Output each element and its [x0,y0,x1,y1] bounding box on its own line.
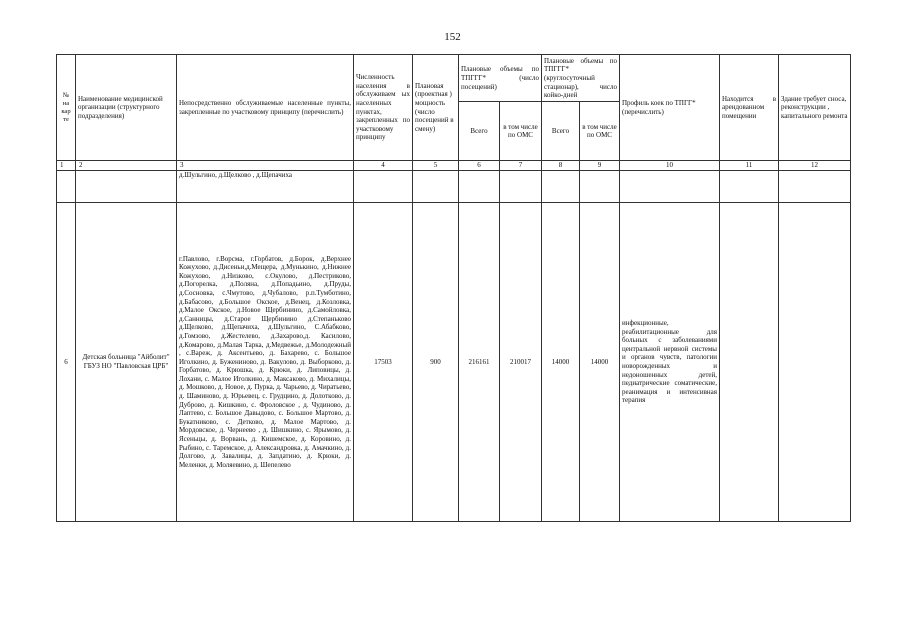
row-beds-oms: 14000 [580,203,620,522]
col-num-5: 5 [413,161,459,171]
facilities-table [56,54,851,522]
row-visits-oms: 210017 [500,203,542,522]
facility-row [57,203,851,522]
row-capacity: 900 [413,203,459,522]
col-num-8: 8 [542,161,580,171]
col-num-10: 10 [620,161,720,171]
col-num-6: 6 [459,161,500,171]
row-rented [720,203,779,522]
column-numbers-row [57,161,851,171]
header-visits-oms: в том числе по ОМС [500,102,542,161]
col-num-1: 1 [57,161,76,171]
col-num-11: 11 [720,161,779,171]
row-org-name: Детская больница "Айболит" ГБУЗ НО "Павловская ЦРБ" [76,203,177,522]
header-localities: Непосредственно обслуживаемые населенные пункты, закрепленные по участковому принципу (перечислить) [177,55,354,161]
header-visits-total: Всего [459,102,500,161]
col-num-4: 4 [354,161,413,171]
header-planned-capacity: Плановая (проектная ) мощность (число посещений в смену) [413,55,459,161]
row-bed-profile: инфекционные, реабилитационные для больных с заболеваниями центральной нервной системы и органов чувств, патологии новорожденных и недоношенных детей, педиатрические соматические, реанимация и интенсивная терапия [620,203,720,522]
row-population: 17503 [354,203,413,522]
header-beds-oms: в том числе по ОМС [580,102,620,161]
header-org-name: Наименование медицинской организации (структурного подразделения) [76,55,177,161]
row-localities: г.Павлово, г.Ворсма, г.Горбатов, д.Борок, д.Верхнее Кожухово, д.Дисеньи,д.Мещера, д.Мунькино, д.Нижнее Кожухово, д.Низково, с.Окулово, д.Пестриково, д.Погорелка, д.Поляна, д.Попадьино, д.Пруды, д.Сосновка, с.Чмутово, д.Чубалово, р.п.Тумботино, д.Бабасово, д.Большое Окское, д.Венец, д.Козловка, д.Малое Окское, д.Новое Щербинино, д.Самойловка, д.Санницы, д.Старое Щербинино д.Степаньково д.Щелково, д.Щепачиха, д.Шульгино, С.Абабково, д.Гомзово, д.Жестелево, д.Захарово,д. Касилово, д.Комарово, д.Малая Тарка, д.Медвежье, д.Молодежный , с.Вареж, д. Аксентьево, д. Бахарево, с. Большое Иголкино, д. Бужениново, д. Вакулово, д. Выборково, д. Горбатово, д. Крюшка, д. Крюки, д. Липовицы, д. Лохани, с. Малое Иголкино, д. Максаково, д. Михалицы, д. Мошково, д. Новое, д. Пурка, д. Чарьево, д. Чиратьево, д. Шаминово, д. Юрьевец, с. Грудцино, д. Долотково, д. Дуброво, д. Кишкино, с. Фроловское , д. Чудиново, д. Лаптево, с. Большое Давыдово, с. Большое Мартово, д. Букатниково, с. Детково, д. Малое Мартово, д. Мордовское, д. Чернеево , д. Шишкино, с. Ярымово, д. Ясеньцы, д. Ворвань, д. Кишемское, д. Коровино, д. Рыбино, с. Таремское, д. Александровка, д. Амачкино, д. Долгово, д. Завалицы, д. Запдатино, д. Крюки, д. Меленки, д. Моляевино, д. Шепелево [177,203,354,522]
row-no: 6 [57,203,76,522]
header-bed-profile: Профиль коек по ТПГГ* (перечислить) [620,55,720,161]
col-num-3: 3 [177,161,354,171]
continuation-row [57,171,851,203]
header-beds-volume: Плановые объемы по ТПГГГ* (круглосуточный стационар), число койко-дней [542,55,620,102]
col-num-7: 7 [500,161,542,171]
header-no: № на кар те [57,55,76,161]
header-visits-volume: Плановые объемы по ТПГГГ* (число посещений) [459,55,542,102]
header-beds-total: Всего [542,102,580,161]
row-visits-total: 216161 [459,203,500,522]
header-row-1 [57,55,851,102]
header-population: Численность населения в обслуживаем ых населенных пунктах, закрепленных по участковому принципу [354,55,413,161]
col-num-2: 2 [76,161,177,171]
col-num-9: 9 [580,161,620,171]
header-rented: Находится в арендованном помещении [720,55,779,161]
row-beds-total: 14000 [542,203,580,522]
row-building [779,203,851,522]
col-num-12: 12 [779,161,851,171]
continuation-localities: д.Шульгино, д.Щелково , д.Щепачиха [177,171,354,203]
page-number: 152 [444,31,461,43]
header-building: Здание требует сноса, реконструкции , капитального ремонта [779,55,851,161]
